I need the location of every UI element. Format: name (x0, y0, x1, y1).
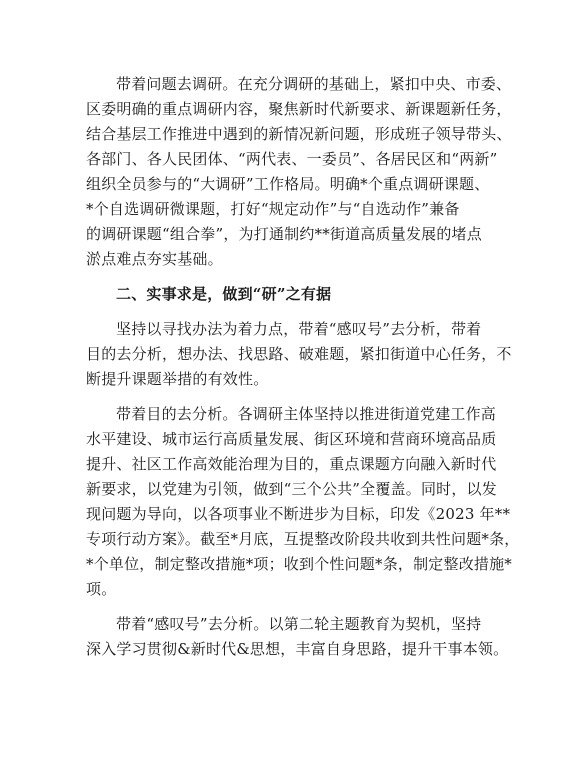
text-line: *个单位，制定整改措施*项；收到个性问题*条，制定整改措施* (86, 555, 513, 573)
text-line: 现问题为导向，以各项事业不断进步为目标，印发《2023 年** (86, 505, 511, 523)
text-line: 目的去分析，想办法、找思路、破难题，紧扣街道中心任务，不 (86, 345, 512, 363)
text-line: 淤点难点夯实基础。 (86, 250, 223, 268)
text-line: 带着问题去调研。在充分调研的基础上，紧扣中央、市委、 (116, 75, 512, 93)
text-line: 项。 (86, 580, 117, 598)
text-line: 带着目的去分析。各调研主体坚持以推进街道党建工作高 (116, 405, 497, 423)
paragraph-investigate-with-questions (86, 72, 512, 272)
text-line: 深入学习贯彻&新时代&思想，丰富自身思路，提升干事本领。 (86, 640, 509, 658)
text-line: 区委明确的重点调研内容，聚焦新时代新要求、新课题新任务， (86, 100, 512, 118)
text-line: 结合基层工作推进中遇到的新情况新问题，形成班子领导带头、 (86, 125, 512, 143)
text-line: 的调研课题“组合拳”，为打通制约**街道高质量发展的堵点 (86, 225, 482, 243)
paragraph-analyze-with-purpose (86, 402, 520, 602)
paragraph-analyze-with-exclamation (86, 612, 509, 662)
text-line: 新要求，以党建为引领，做到“三个公共”全覆盖。同时，以发 (86, 480, 497, 498)
text-line: 专项行动方案》。截至*月底，互提整改阶段共收到共性问题*条， (86, 530, 520, 548)
text-line: 带着“感叹号”去分析。以第二轮主题教育为契机，坚持 (116, 615, 482, 633)
text-line: 组织全员参与的“大调研”工作格局。明确*个重点调研课题、 (86, 175, 490, 193)
text-line: 水平建设、城市运行高质量发展、街区环境和营商环境高品质 (86, 430, 497, 448)
text-line: 坚持以寻找办法为着力点，带着“感叹号”去分析，带着 (116, 320, 482, 338)
text-line: *个自选调研微课题，打好“规定动作”与“自选动作”兼备 (86, 200, 460, 218)
section-heading: 二、实事求是，做到“研”之有据 (116, 285, 332, 303)
text-line: 断提升课题举措的有效性。 (86, 370, 269, 388)
text-line: 提升、社区工作高效能治理为目的，重点课题方向融入新时代 (86, 455, 497, 473)
paragraph-find-solutions (86, 317, 512, 392)
text-line: 各部门、各人民团体、“两代表、一委员”、各居民区和“两新” (86, 150, 498, 168)
